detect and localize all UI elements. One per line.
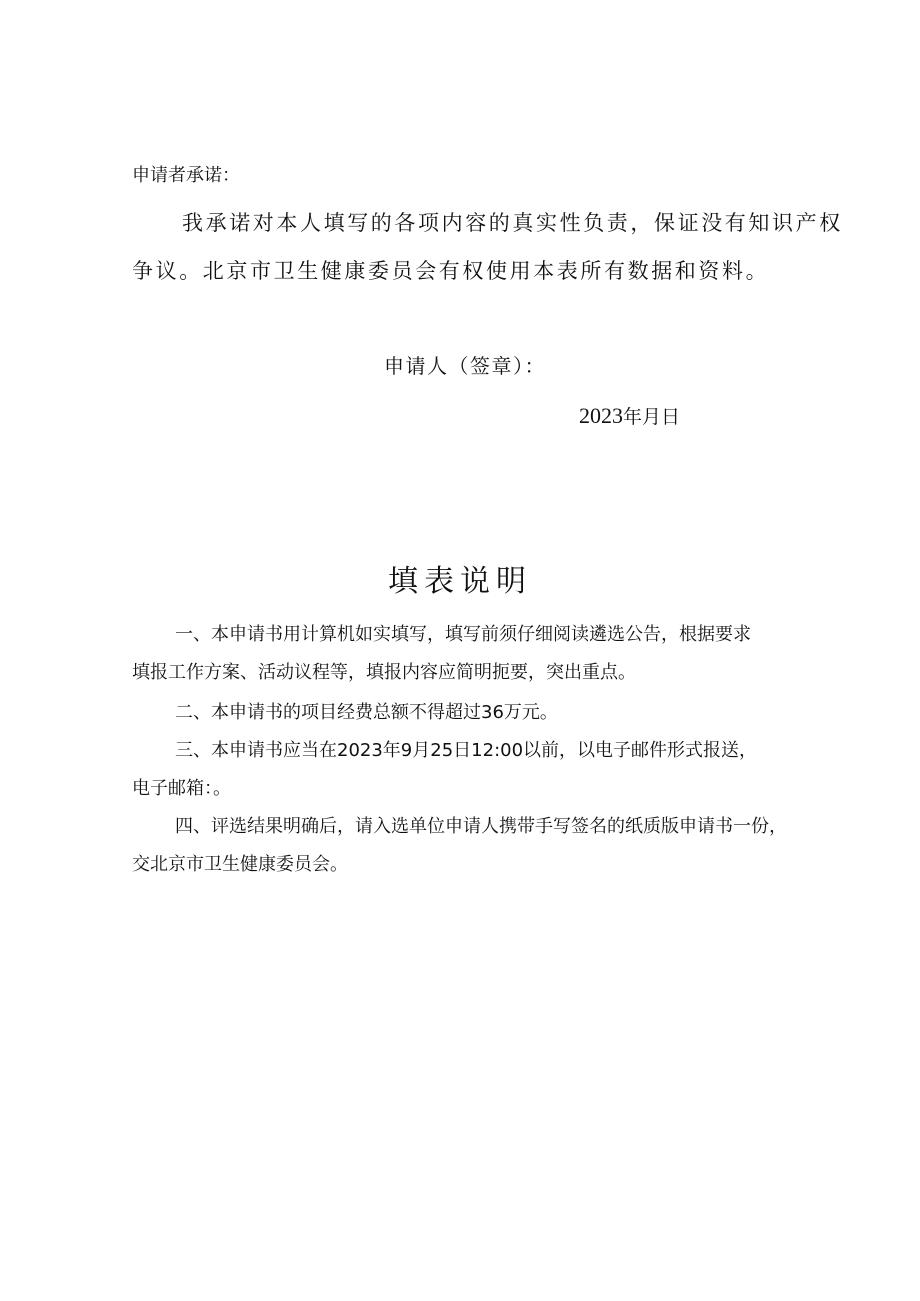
instruction-item-3-line-1: 三、本申请书应当在2023年9月25日12:00以前，以电子邮件形式报送，: [175, 740, 758, 761]
instruction-item-1-line-1: 一、本申请书用计算机如实填写，填写前须仔细阅读遴选公告，根据要求: [175, 624, 751, 645]
date-year: 2023: [579, 403, 623, 428]
commitment-text-line-2: 争议。北京市卫生健康委员会有权使用本表所有数据和资料。: [132, 259, 770, 283]
commitment-heading: 申请者承诺：: [132, 165, 240, 186]
instruction-item-2: 二、本申请书的项目经费总额不得超过36万元。: [175, 702, 558, 723]
date-suffix: 年月日: [623, 406, 681, 428]
instructions-title: 填表说明: [388, 564, 532, 599]
instruction-item-4-line-1: 四、评选结果明确后，请入选单位申请人携带手写签名的纸质版申请书一份，: [175, 816, 787, 837]
signature-label: 申请人（签章）：: [384, 354, 546, 378]
date-line: [579, 405, 680, 427]
instruction-item-1-line-2: 填报工作方案、活动议程等，填报内容应简明扼要，突出重点。: [132, 662, 636, 683]
commitment-text-line-1: 我承诺对本人填写的各项内容的真实性负责，保证没有知识产权: [182, 211, 843, 235]
instruction-item-3-line-2: 电子邮箱：。: [132, 778, 231, 799]
instruction-item-4-line-2: 交北京市卫生健康委员会。: [132, 854, 348, 875]
